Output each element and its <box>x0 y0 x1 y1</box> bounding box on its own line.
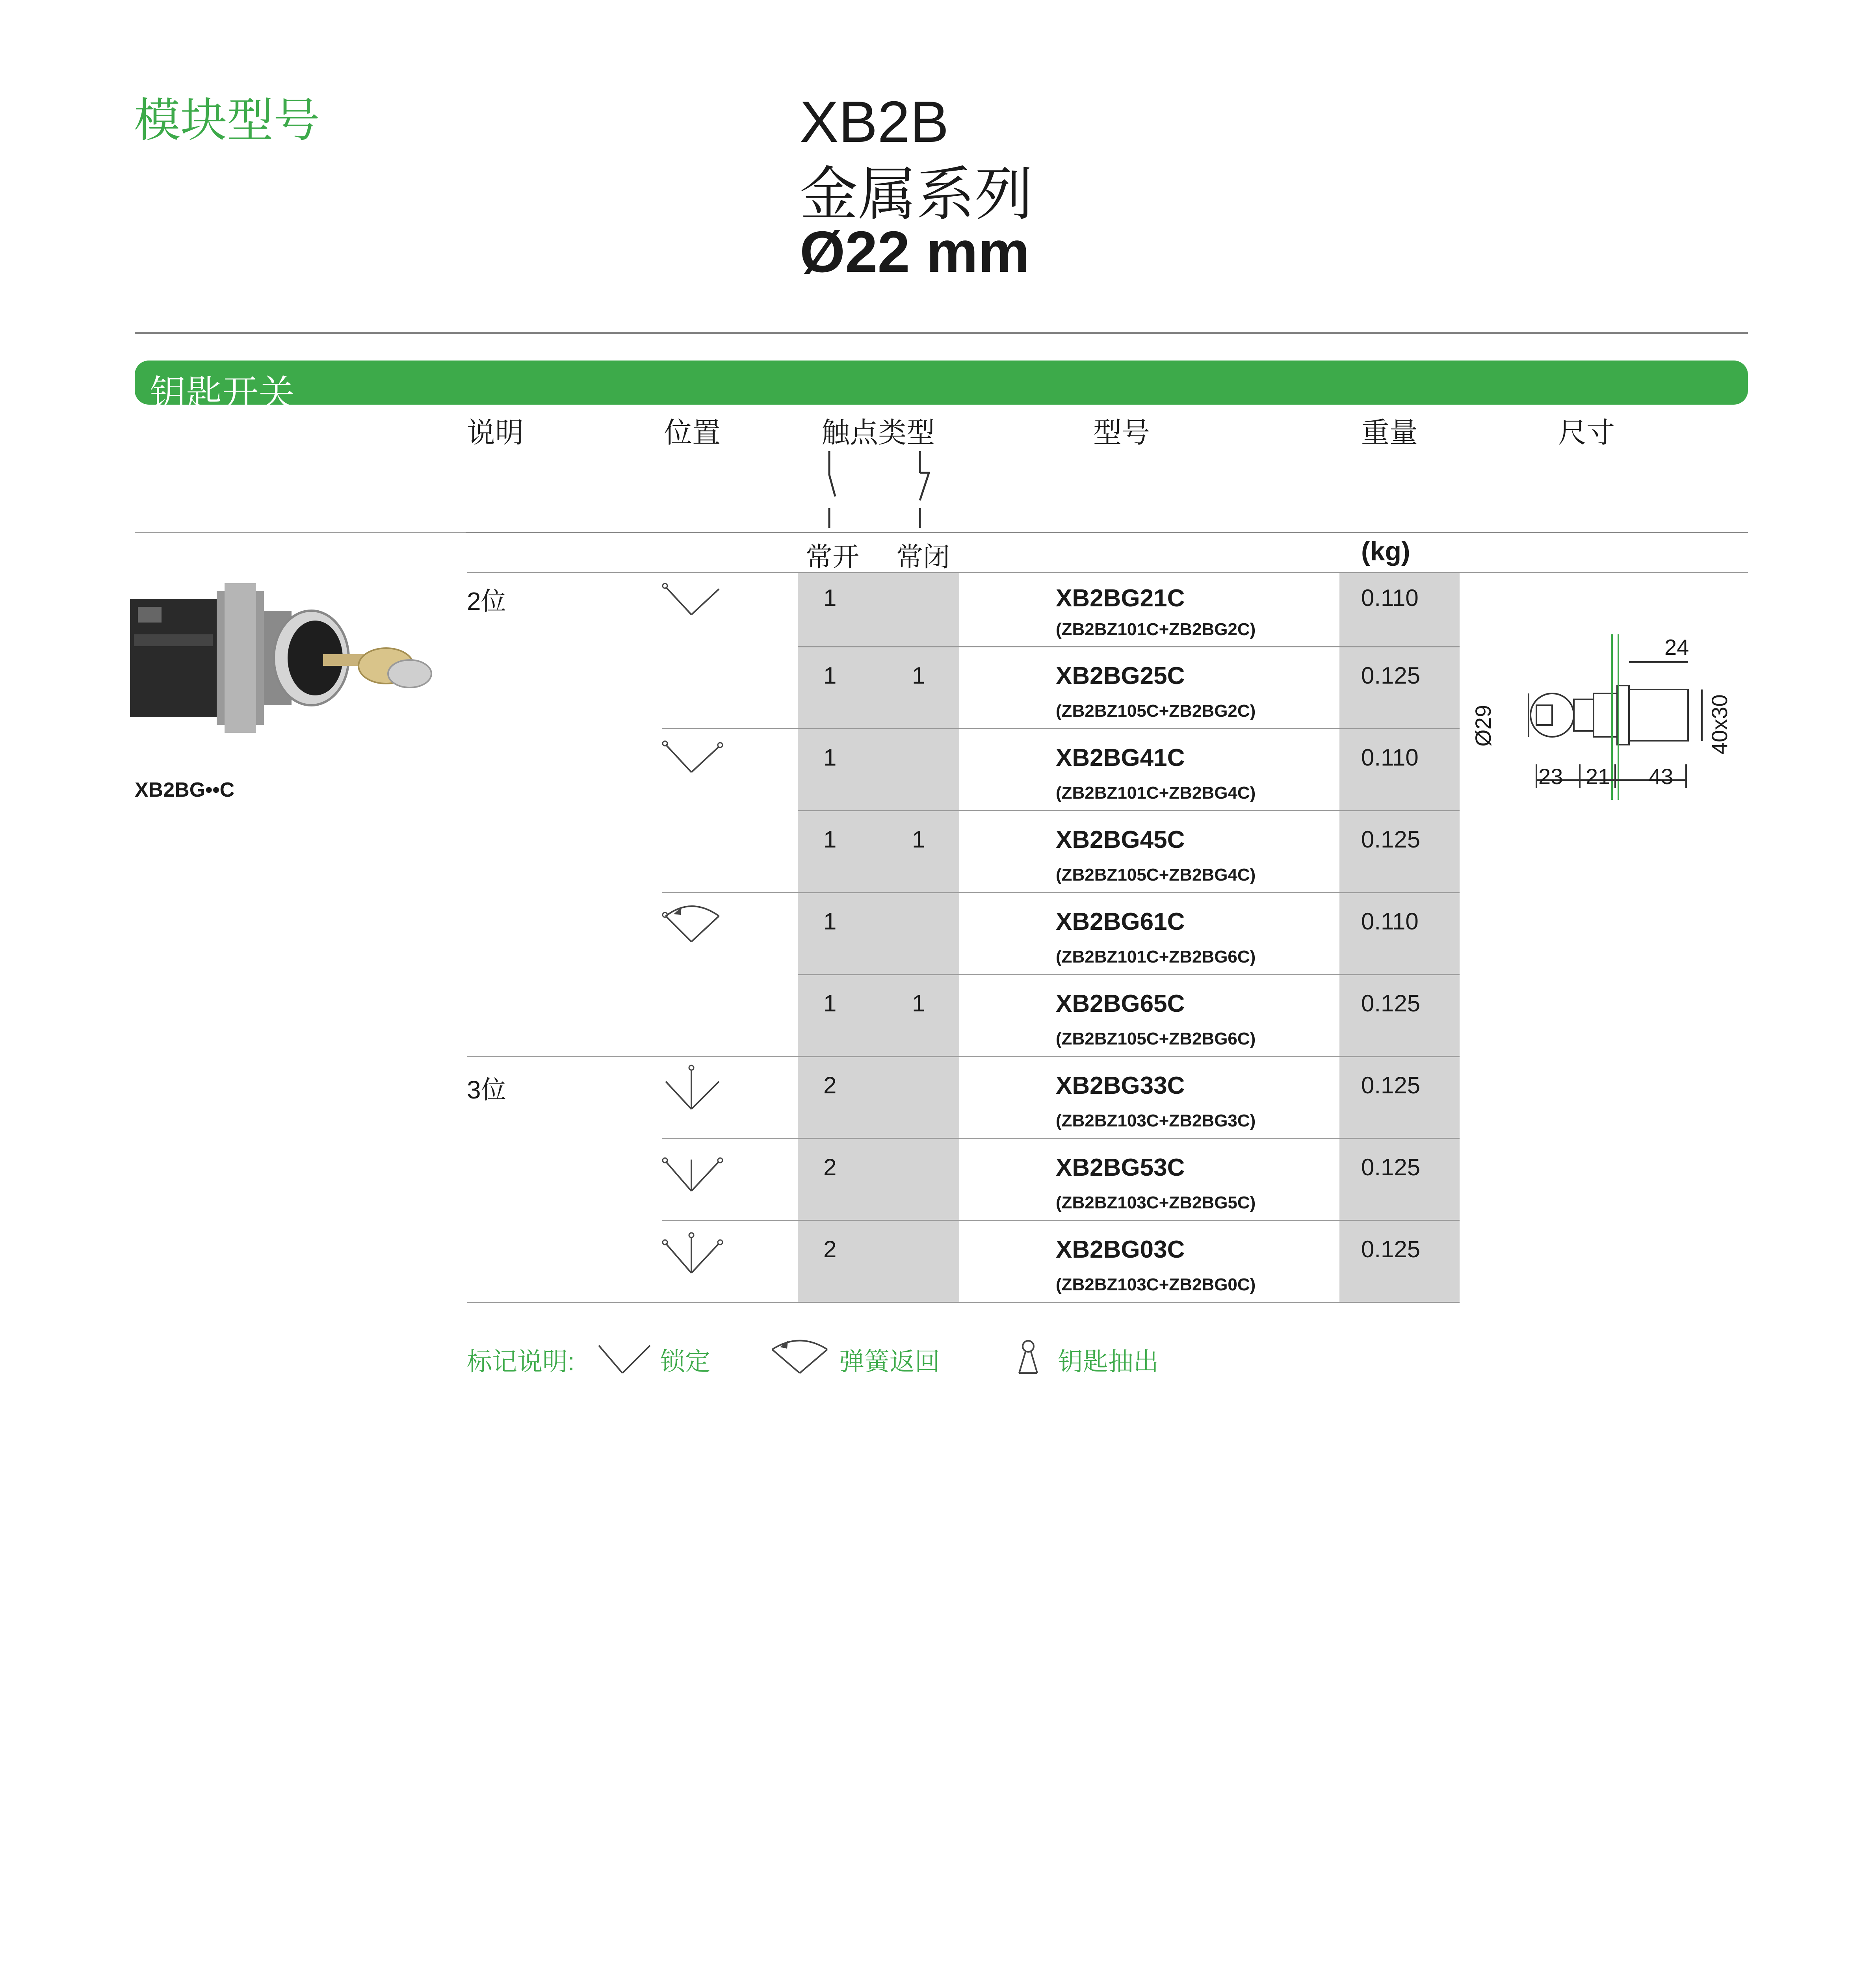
photo-caption: XB2BG••C <box>135 779 235 801</box>
row-divider <box>798 974 1460 975</box>
table-cell-no: 1 <box>823 662 837 689</box>
table-bottom-line <box>467 1302 1460 1303</box>
contact-symbols-icon <box>812 445 942 532</box>
table-cell-no: 1 <box>823 585 837 611</box>
legend-key-withdrawal: 钥匙抽出 <box>1058 1347 1159 1376</box>
legend-spring-return: 弹簧返回 <box>839 1347 940 1376</box>
product-photo <box>126 575 441 756</box>
section-bar <box>135 361 1748 414</box>
contact-column-shade <box>798 573 959 1303</box>
table-cell-model: XB2BG45C <box>1056 826 1185 853</box>
subheader-weight-unit: (kg) <box>1361 536 1410 566</box>
table-cell-weight: 0.110 <box>1361 744 1419 771</box>
position-spring-return-icon <box>658 898 729 950</box>
subheader-nc: 常闭 <box>896 542 950 572</box>
col-header-model: 型号 <box>1093 417 1150 449</box>
table-cell-parts: (ZB2BZ101C+ZB2BG6C) <box>1056 947 1256 966</box>
subheader-no: 常开 <box>806 542 860 572</box>
row-divider <box>662 728 1460 729</box>
row-divider <box>662 892 1460 893</box>
group-label-3pos: 3位 <box>467 1076 506 1104</box>
legend-locked: 锁定 <box>660 1347 710 1376</box>
table-cell-no: 2 <box>823 1072 837 1098</box>
col-header-description: 说明 <box>467 417 524 449</box>
table-cell-weight: 0.125 <box>1361 1236 1421 1262</box>
dim-label-diameter: Ø29 <box>1471 705 1495 747</box>
table-cell-weight: 0.125 <box>1361 662 1421 689</box>
table-cell-no: 1 <box>823 744 837 771</box>
legend-intro: 标记说明: <box>467 1347 575 1376</box>
table-cell-model: XB2BG33C <box>1056 1072 1185 1099</box>
header-divider <box>135 332 1748 334</box>
table-cell-parts: (ZB2BZ103C+ZB2BG5C) <box>1056 1193 1256 1212</box>
position-3pos-icon <box>658 1144 729 1199</box>
table-top-line <box>467 572 1748 573</box>
dim-label-23: 23 <box>1538 764 1563 789</box>
table-cell-weight: 0.125 <box>1361 826 1421 853</box>
table-cell-parts: (ZB2BZ105C+ZB2BG2C) <box>1056 701 1256 721</box>
dim-label-43: 43 <box>1649 764 1674 789</box>
table-cell-no: 2 <box>823 1236 837 1262</box>
table-cell-weight: 0.125 <box>1361 990 1421 1017</box>
page-title: XB2B <box>800 89 949 154</box>
row-divider <box>798 646 1460 647</box>
table-cell-model: XB2BG21C <box>1056 585 1185 612</box>
table-cell-parts: (ZB2BZ101C+ZB2BG2C) <box>1056 620 1256 639</box>
section-title: 钥匙开关 <box>150 374 295 414</box>
group-label-2pos: 2位 <box>467 587 506 615</box>
spring-return-icon <box>768 1334 831 1377</box>
table-cell-parts: (ZB2BZ103C+ZB2BG3C) <box>1056 1111 1256 1130</box>
table-cell-model: XB2BG25C <box>1056 662 1185 690</box>
diameter-title: Ø22 mm <box>800 219 1030 284</box>
table-cell-no: 1 <box>823 990 837 1017</box>
row-divider <box>467 1056 1460 1057</box>
table-cell-model: XB2BG53C <box>1056 1154 1185 1181</box>
table-cell-weight: 0.125 <box>1361 1072 1421 1098</box>
table-cell-parts: (ZB2BZ105C+ZB2BG6C) <box>1056 1029 1256 1048</box>
row-divider <box>662 1220 1460 1221</box>
table-cell-parts: (ZB2BZ103C+ZB2BG0C) <box>1056 1275 1256 1294</box>
table-cell-weight: 0.110 <box>1361 908 1419 935</box>
table-cell-model: XB2BG65C <box>1056 990 1185 1017</box>
table-cell-nc: 1 <box>912 662 925 689</box>
locked-icon <box>595 1340 654 1379</box>
table-cell-model: XB2BG03C <box>1056 1236 1185 1263</box>
position-locked-icon <box>658 577 729 624</box>
module-label: 模块型号 <box>134 95 320 147</box>
row-divider <box>662 1138 1460 1139</box>
table-cell-model: XB2BG41C <box>1056 744 1185 771</box>
table-cell-no: 1 <box>823 826 837 853</box>
dim-label-24: 24 <box>1664 635 1689 660</box>
table-cell-parts: (ZB2BZ105C+ZB2BG4C) <box>1056 865 1256 885</box>
position-3pos-icon <box>658 1226 729 1281</box>
dim-label-40x30: 40x30 <box>1707 694 1732 755</box>
table-cell-no: 1 <box>823 908 837 935</box>
table-cell-parts: (ZB2BZ101C+ZB2BG4C) <box>1056 783 1256 803</box>
table-cell-nc: 1 <box>912 990 925 1017</box>
col-header-position: 位置 <box>664 417 721 449</box>
table-cell-model: XB2BG61C <box>1056 908 1185 935</box>
table-cell-nc: 1 <box>912 826 925 853</box>
dim-label-21: 21 <box>1586 764 1610 789</box>
position-locked-icon <box>658 735 729 782</box>
table-cell-weight: 0.110 <box>1361 585 1419 611</box>
col-header-contact-type: 触点类型 <box>821 417 935 449</box>
series-title: 金属系列 <box>800 162 1033 227</box>
col-header-weight: 重量 <box>1361 417 1418 449</box>
table-cell-weight: 0.125 <box>1361 1154 1421 1180</box>
col-header-dimensions: 尺寸 <box>1558 417 1615 449</box>
position-3pos-icon <box>658 1062 729 1117</box>
table-cell-no: 2 <box>823 1154 837 1180</box>
row-divider <box>798 810 1460 811</box>
photo-top-line <box>135 532 466 533</box>
key-withdrawal-icon <box>1014 1338 1042 1377</box>
